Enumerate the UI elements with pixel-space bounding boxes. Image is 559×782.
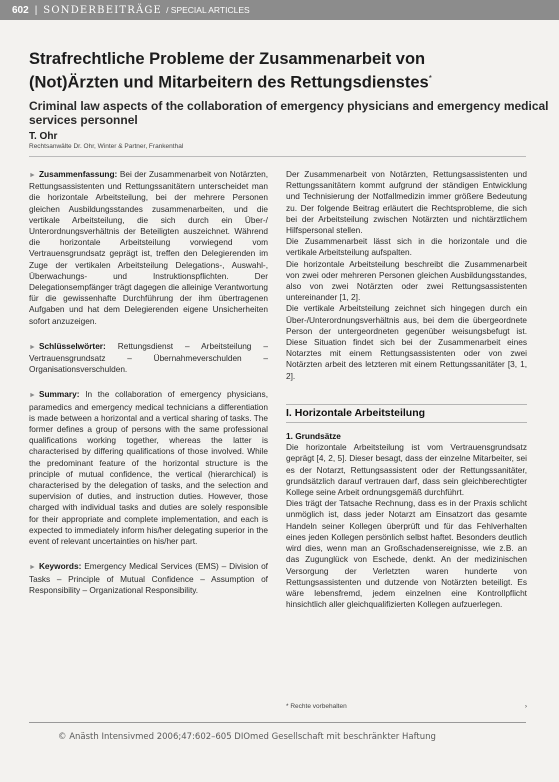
author-affiliation: Rechtsanwälte Dr. Ohr, Winter & Partner, Frankenthal <box>29 143 184 150</box>
bullet-icon: ► <box>29 343 36 351</box>
keywords-de-text: Rettungsdienst – Arbeitsteilung – Vertrauensgrundsatz – Übernahmeverschulden – Organisationsverschulden. <box>29 340 268 375</box>
keywords-en-text: Emergency Medical Services (EMS) – Division of Tasks – Principle of Mutual Confidence – Assumption of Responsibility – Organizational Responsibility. <box>29 561 268 595</box>
abstract-de-text: Bei der Zusammenarbeit von Notärzten, Rettungsassistenten und Rettungssanitätern unterscheidet man die horizontale Arbeitsteilung, bei der mehrere Personen gleichen Ausbildungsstandes zusammenarbeiten, und die vertikale Arbeitsteilung, die sich durch ein Über-/ Unterordnungsverhältnis der Beteiligten auszeichnet. Während die horizontale Arbeitsteilung vorwiegend vom Vertrauensgrundsatz geprägt ist, treffen den Delegierenden im Zuge der vertikalen Arbeitsteilung Delegations-, Auswahl-, Überwachungs- und Instruktionspflichten. Der Delegationsempfänger trägt dagegen die alleinige Verantwortung für die gewissenhafte Durchführung der ihm übertragenen Aufgaben und hat dem Delegierenden eigene Unsicherheiten sofort anzuzeigen. <box>29 169 268 326</box>
article-title <box>29 50 549 93</box>
grundsaetze-paragraph-2: Dies trägt der Tatsache Rechnung, dass es in der Praxis schlicht unmöglich ist, dass jeder Notarzt am Einsatzort das gesamte Handeln seiner Kollegen überprüft und für das Fehlverhalten eines jeden Kollegen persönlich selbst haftet. Besonders deutlich wird dies, wenn man an Großschadensereignisse, wie z.B. an das Zugunglück von Eschede, denkt. An der medizinischen Versorgung der Verletzten waren hunderte von Rettungsassistenten und dutzende von Notärzten beteiligt. Es wäre lebensfremd, jedem einzelnen eine Kontrollpflicht hinsichtlich aller gleichqualifizierten Kollegen aufzuerlegen. <box>286 498 527 610</box>
title-footnote-marker: * <box>428 74 432 83</box>
left-column <box>29 169 268 610</box>
copyright-footer: © Anästh Intensivmed 2006;47:602–605 DIOmed Gesellschaft mit beschränkter Haftung <box>58 732 436 742</box>
subsection-heading: 1. Grundsätze <box>286 431 341 442</box>
page-number: 602 <box>12 4 29 16</box>
intro-paragraph-4: Die vertikale Arbeitsteilung zeichnet sich hingegen durch ein Über-/Unterordnungsverhältnis aus, bei dem die übergeordnete Person der untergeordneten gegenüber weisungsbefugt ist. Diese Situation findet sich bei der Zusammenarbeit eines Notarztes mit einem Rettungsassistenten oder von zwei Notärzten arbeit des letzteren mit einem Rettungssanitäter [3, 1, 2]. <box>286 303 527 381</box>
bullet-icon: ► <box>29 564 36 572</box>
header-separator: | <box>34 4 38 16</box>
intro-paragraph-2: Die Zusammenarbeit lässt sich in die horizontale und die vertikale Arbeitsteilung aufspalten. <box>286 236 527 258</box>
header-section: SONDERBEITRÄGE <box>43 4 163 16</box>
right-column <box>286 169 527 610</box>
intro-paragraph-1: Der Zusammenarbeit von Notärzten, Rettungsassistenten und Rettungssanitätern kommt aufgrund der ständigen Entwicklung und Technisierung der Notfallmedizin immer größere Bedeutung zu. Der folgende Beitrag erläutert die Rechtsprobleme, die sich bei der Arbeitsteilung zwischen Notärzten und nichtärztlichem Hilfspersonal stellen. <box>286 169 527 236</box>
bullet-icon: ► <box>29 392 36 400</box>
keywords-de <box>29 341 268 376</box>
intro-paragraph-3: Die horizontale Arbeitsteilung beschreibt die Zusammenarbeit von zwei oder mehreren Personen gleichen Ausbildungsstandes, also von zwei Notärzten oder zwei Rettungsassistenten untereinander [1, 2]. <box>286 258 527 303</box>
abstract-en <box>29 389 268 547</box>
section-heading: I. Horizontale Arbeitsteilung <box>286 404 527 423</box>
keywords-en <box>29 561 268 596</box>
abstract-de-label: Zusammenfassung: <box>38 169 118 179</box>
grundsaetze-paragraph-1: Die horizontale Arbeitsteilung ist vom Vertrauensgrundsatz geprägt [4, 2, 5]. Dieser besagt, dass der einzelne Mitarbeiter, sei es der Notarzt, Rettungsassistent oder der Rettungssanitäter, grundsätzlich darauf vertrauen darf, dass sein gleichberechtigter Kollege seine Arbeit ordnungsgemäß durchführt. <box>286 442 527 498</box>
abstract-en-text: In the collaboration of emergency physicians, paramedics and emergency medical technicians a differentiation is made between a horizontal and a vertical sharing of tasks. The former defines a group of persons with the same professional qualifications working together, whereas the latter is characterised by differing qualifications of those involved. While the predominant feature of the horizontal structure is the principle of mutual confidence, the vertical (hierarchical) is characterised by the delegation of tasks, and the selection and supervision of duties, and instruction duties. However, those charged with individual tasks and duties are solely responsible for their appropriate and complete implementation, and each is expected to immediately inform his/her delegating superior in the event of relevant uncertainties on his/her part. <box>29 389 269 547</box>
keywords-en-label: Keywords: <box>38 561 82 572</box>
title-line-1: Strafrechtliche Probleme der Zusammenarbeit von <box>29 50 426 68</box>
header-subsection: / SPECIAL ARTICLES <box>166 5 250 15</box>
footnote <box>286 703 527 710</box>
author-name: T. Ohr <box>29 131 58 142</box>
title-divider <box>29 156 526 157</box>
footnote-text: * Rechte vorbehalten <box>286 703 347 710</box>
abstract-de <box>29 169 268 327</box>
abstract-en-label: Summary: <box>38 389 80 400</box>
keywords-de-label: Schlüsselwörter: <box>38 340 106 351</box>
title-line-2: (Not)Ärzten und Mitarbeitern des Rettungsdienstes <box>29 73 429 92</box>
article-subtitle: Criminal law aspects of the collaboration of emergency physicians and emergency medical services personnel <box>29 99 549 127</box>
footnote-mark: › <box>524 703 527 710</box>
running-header <box>0 0 559 20</box>
footer-divider <box>29 722 526 723</box>
bullet-icon: ► <box>29 172 36 179</box>
